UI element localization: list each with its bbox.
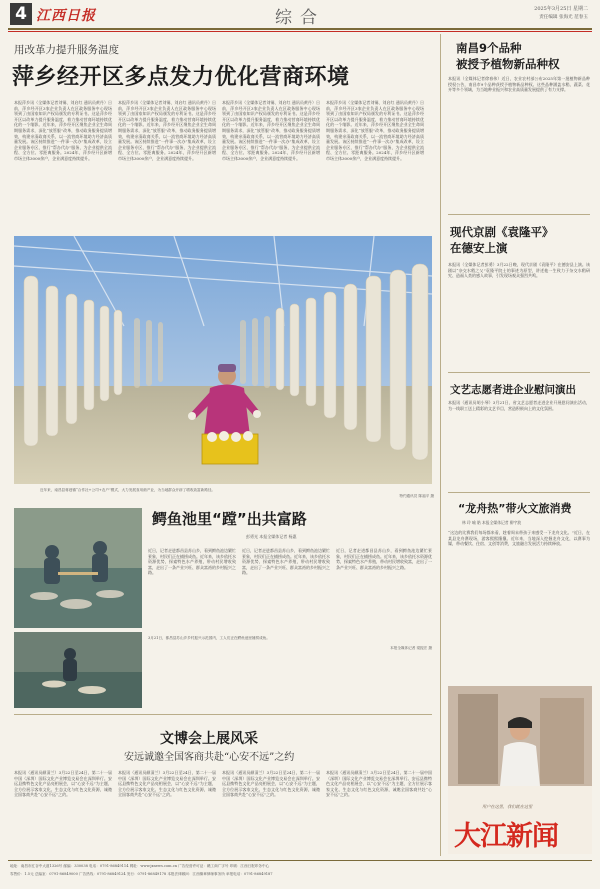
masthead-rule-accent [8,31,592,32]
culture-body-col4: 本报讯（通讯员颜清兰）3月22日至24日，第二十一届中国（深圳）国际文化产业博览交易会在深圳举行。安远县携特色文化产品亮相展会，以“心安不远”为主题，全方位展示客家文化、生态文化与红色文化资源，诚邀全国客商共赴“心安不远”之约。 [326,770,432,798]
right-article3-headline: 文艺志愿者进企业慰问演出 [450,384,576,396]
masthead [0,0,600,28]
lead-body-col3: 本报萍乡讯（全媒体记者刘铜、刘启红 通讯员黄丹）日前，萍乡经开区3家企业负责人在区政务服务中心现场领到了由国家知识产权局颁发的专利证书。这是萍乡经开区以改革力提升服务温度，着力推动营商环境持续优化的一个缩影。近年来，萍乡经开区聚焦企业全生命周期服务需求，深化“放管服”改革，推动政务服务提质增效，构建亲清政商关系，以一流营商环境助力经济高质量发展。该区持续推进“一件事一次办”集成改革，设立企业服务专区，推行“帮办代办”服务，为企业提供全流程、全方位、零距离服务。2024年，萍乡经开区新增市场主体3000余户，企业满意度持续提升。 [222,100,320,161]
fish-pond-photo [14,508,142,628]
fish-photo-credit: 本报全媒体记者 梁振宏 摄 [390,646,432,650]
footer-line-2: 零售价：1.5元 总编室：0791-86849000 广告热线：0791-86849124 发行：0791-86849178 本报法律顾问：江西豫章律师事务所 举报电话：0791-86849187 [10,872,273,876]
right-article2-headline-1: 现代京剧《袁隆平》 [450,225,554,239]
lead-body-col4: 本报萍乡讯（全媒体记者刘铜、刘启红 通讯员黄丹）日前，萍乡经开区3家企业负责人在区政务服务中心现场领到了由国家知识产权局颁发的专利证书。这是萍乡经开区以改革力提升服务温度，着力推动营商环境持续优化的一个缩影。近年来，萍乡经开区聚焦企业全生命周期服务需求，深化“放管服”改革，推动政务服务提质增效，构建亲清政商关系，以一流营商环境助力经济高质量发展。该区持续推进“一件事一次办”集成改革，设立企业服务专区，推行“帮办代办”服务，为企业提供全流程、全方位、零距离服务。2024年，萍乡经开区新增市场主体3000余户，企业满意度持续提升。 [326,100,424,161]
fish-body-col1: 近日，记者走进都昌县苏山乡，看到鳄鱼池边繁忙景象，村民们正在捕捞成鱼。近年来，该乡依托水资源优势，探索特色水产养殖，带动村民增收致富，走出了一条产业兴旺、群众富裕的乡村振兴之路。 [148,548,236,576]
ad-slogan: 用户在这里，我们就在这里 [482,804,533,809]
fish-body-col3: 近日，记者走进都昌县苏山乡，看到鳄鱼池边繁忙景象，村民们正在捕捞成鱼。近年来，该乡依托水资源优势，探索特色水产养殖，带动村民增收致富，走出了一条产业兴旺、群众富裕的乡村振兴之路。 [336,548,432,570]
footer-line-1: 地址：南昌市红谷中大道1326号 邮编：330038 电话：0791-86849114 网址：www.jxnews.com.cn 广告经营许可证：赣工商广字号 印刷：江西日报印务中心 [10,864,270,868]
right-article4-byline: 林 玲 喻 皓 本报全媒体记者 柳宇波 [462,520,522,525]
fish-photo-caption: 3月21日，都昌县苏山乡乡村振兴示范园内，工人们正在鳄鱼池里捕捞成鱼。 [148,636,270,640]
fish-byline: 彭勇光 本报全媒体记者 杨惠 [246,534,297,539]
right-article2-body: 本报讯（全媒体记者彭勇）3月22日晚，现代京剧《袁隆平》在德安县上演。该剧以“杂交水稻之父”袁隆平院士的事迹为原型，讲述他一生致力于杂交水稻研究、造福人类的感人故事，引发现场观众强烈共鸣。 [448,262,590,279]
top-photo-credit: 特约通讯员 陈福平 摄 [399,494,434,498]
fish-body-col2: 近日，记者走进都昌县苏山乡，看到鳄鱼池边繁忙景象，村民们正在捕捞成鱼。近年来，该乡依托水资源优势，探索特色水产养殖，带动村民增收致富，走出了一条产业兴旺、群众富裕的乡村振兴之路。 [242,548,330,576]
right-divider-3 [448,492,590,493]
mushroom-greenhouse-photo [14,236,432,484]
right-article3-body: 本报讯（通讯员胡小琴）3月21日，省文艺志愿者走进企业开展慰问演出活动，为一线职工送上精彩的文艺节目，营造积极向上的文化氛围。 [448,400,590,411]
date-line: 2025年3月25日 星期二 [534,6,588,12]
top-photo-caption: 近年来，南昌县蒋巷镇“合作社+公司+农户”模式，大力发展食用菌产业，为当地群众开辟了增收致富新路径。 [40,488,216,492]
right-article1-body: 本报讯（全媒体记者徐春伟）近日，农业农村部公布2025年第一批植物新品种授权公告，南昌市9个品种获授予植物新品种权。这些品种涵盖水稻、蔬菜、花卉等多个领域，为当地种业振兴和农业高质量发展提供了有力支撑。 [448,76,590,93]
paper-name: 江西日报 [36,8,96,24]
masthead-rule [8,28,592,30]
fish-harvest-photo [14,632,142,708]
lead-headline: 萍乡经开区多点发力优化营商环境 [12,65,350,90]
footer-rule [8,860,592,861]
right-article4-headline: “龙舟热”带火文旅消费 [458,502,572,515]
right-article1-headline-1: 南昌9个品种 [456,41,522,55]
fish-headline: 鳄鱼池里“蹚”出共富路 [152,510,307,528]
right-divider-1 [448,214,590,215]
lead-kicker: 用改革力提升服务温度 [14,44,119,56]
culture-subheadline: 安远诚邀全国客商共赴“心安不远”之约 [124,752,295,763]
lead-body-col1: 本报萍乡讯（全媒体记者刘铜、刘启红 通讯员黄丹）日前，萍乡经开区3家企业负责人在区政务服务中心现场领到了由国家知识产权局颁发的专利证书。这是萍乡经开区以改革力提升服务温度，着力推动营商环境持续优化的一个缩影。近年来，萍乡经开区聚焦企业全生命周期服务需求，深化“放管服”改革，推动政务服务提质增效，构建亲清政商关系，以一流营商环境助力经济高质量发展。该区持续推进“一件事一次办”集成改革，设立企业服务专区，推行“帮办代办”服务，为企业提供全流程、全方位、零距离服务。2024年，萍乡经开区新增市场主体3000余户，企业满意度持续提升。 [14,100,112,161]
ad-brand: 大江新闻 [454,821,558,852]
section-title: 综合 [275,8,325,28]
column-divider [440,34,441,856]
culture-body-col3: 本报讯（通讯员颜清兰）3月22日至24日，第二十一届中国（深圳）国际文化产业博览交易会在深圳举行。安远县携特色文化产品亮相展会，以“心安不远”为主题，全方位展示客家文化、生态文化与红色文化资源，诚邀全国客商共赴“心安不远”之约。 [222,770,320,798]
right-article1-headline-2: 被授予植物新品种权 [456,57,560,71]
editors-line: 责任编辑 张海光 范春玉 [539,15,588,20]
right-article2-headline-2: 在德安上演 [450,241,508,255]
culture-body-col2: 本报讯（通讯员颜清兰）3月22日至24日，第二十一届中国（深圳）国际文化产业博览交易会在深圳举行。安远县携特色文化产品亮相展会，以“心安不远”为主题，全方位展示客家文化、生态文化与红色文化资源，诚邀全国客商共赴“心安不远”之约。 [118,770,216,798]
lead-body-col2: 本报萍乡讯（全媒体记者刘铜、刘启红 通讯员黄丹）日前，萍乡经开区3家企业负责人在区政务服务中心现场领到了由国家知识产权局颁发的专利证书。这是萍乡经开区以改革力提升服务温度，着力推动营商环境持续优化的一个缩影。近年来，萍乡经开区聚焦企业全生命周期服务需求，深化“放管服”改革，推动政务服务提质增效，构建亲清政商关系，以一流营商环境助力经济高质量发展。该区持续推进“一件事一次办”集成改革，设立企业服务专区，推行“帮办代办”服务，为企业提供全流程、全方位、零距离服务。2024年，萍乡经开区新增市场主体3000余户，企业满意度持续提升。 [118,100,216,161]
culture-top-rule [14,714,432,715]
right-divider-2 [448,372,590,373]
culture-headline: 文博会上展风采 [160,731,258,747]
culture-body-col1: 本报讯（通讯员颜清兰）3月22日至24日，第二十一届中国（深圳）国际文化产业博览交易会在深圳举行。安远县携特色文化产品亮相展会，以“心安不远”为主题，全方位展示客家文化、生态文化与红色文化资源，诚邀全国客商共赴“心安不远”之约。 [14,770,112,798]
dajiang-news-ad [448,686,592,854]
page-number: 4 [10,3,32,25]
right-article4-body: “这边的比赛我们每场都来看，趁着周末带孩子来感受一下龙舟文化。”近日，在某县龙舟赛现场，游客熙熙攘攘。近年来，当地深入挖掘龙舟文化，以赛事为媒，带动餐饮、住宿、文创等消费，文旅融合发展活力持续释放。 [448,530,590,547]
